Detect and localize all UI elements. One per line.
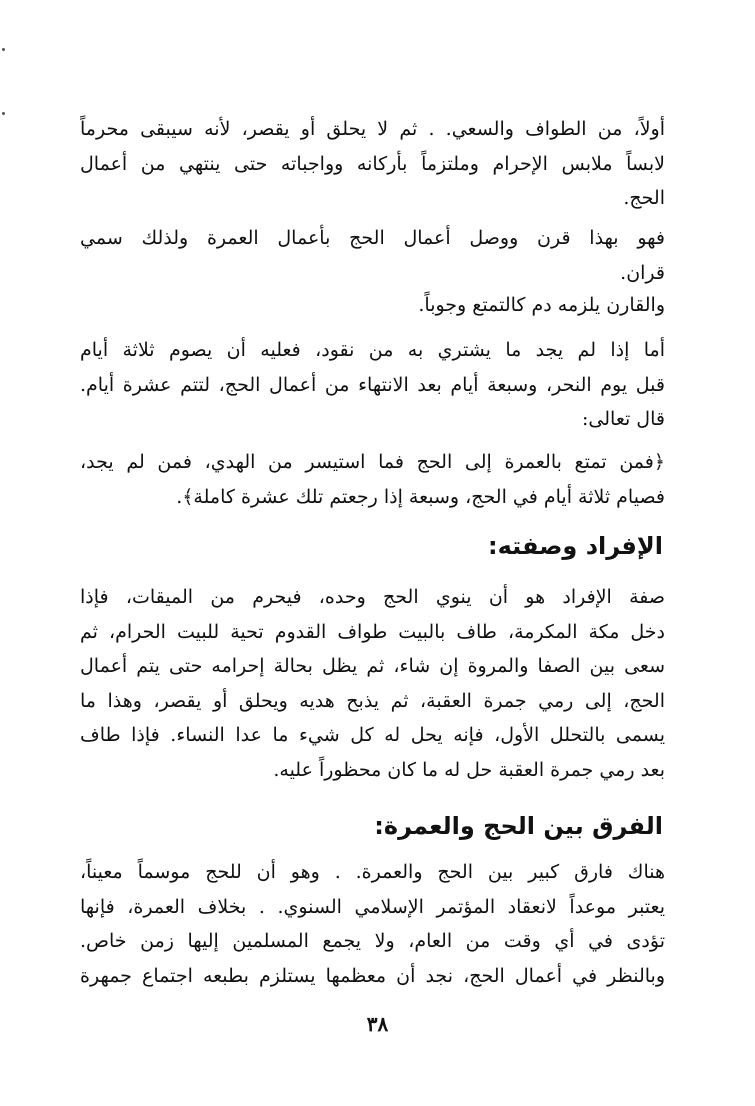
paragraph-1 [80,112,665,216]
text-line: الحج. [623,187,665,209]
text-line: دخل مكة المكرمة، طاف بالبيت طواف القدوم تحية للبيت الحرام، ثم [80,620,665,643]
page-number: ٣٨ [366,1012,389,1036]
text-line: وبالنظر في أعمال الحج، نجد أن معظمها يستلزم بطبعه اجتماع جمهرة [80,964,665,987]
paragraph-4 [80,333,665,437]
text-line: لابساً ملابس الإحرام وملتزماً بأركانه وواجباته حتى ينتهي من أعمال [80,152,665,175]
text-line: الحج، إلى رمي جمرة العقبة، ثم يذبح هديه ويحلق أو يقصر، وهذا ما [80,689,665,712]
scan-mark [2,48,5,51]
text-line: فهو بهذا قرن ووصل أعمال الحج بأعمال العمرة ولذلك سمي [80,227,665,249]
text-line: صفة الإفراد هو أن ينوي الحج وحده، فيحرم من الميقات، فإذا [80,586,665,608]
section-body-ifrad [80,580,665,787]
text-line: أولاً، من الطواف والسعي. . ثم لا يحلق أو يقصر، لأنه سيبقى محرماً [80,118,665,140]
text-line: هناك فارق كبير بين الحج والعمرة. . وهو أن للحج موسماً معيناً، [80,861,665,883]
text-line: أما إذا لم يجد ما يشتري به من نقود، فعليه أن يصوم ثلاثة أيام [80,339,665,361]
section-heading-farq: الفرق بين الحج والعمرة: [374,812,663,840]
text-line: قال تعالى: [582,408,665,430]
text-line: والقارن يلزمه دم كالتمتع وجوباً. [418,294,665,316]
paragraph-3 [80,288,665,323]
scan-mark [2,112,5,115]
text-line: فصيام ثلاثة أيام في الحج، وسبعة إذا رجعتم تلك عشرة كاملة﴾. [176,485,665,508]
text-line: قبل يوم النحر، وسبعة أيام بعد الانتهاء من أعمال الحج، لتتم عشرة أيام. [80,373,665,396]
text-line: يعتبر موعداً لانعقاد المؤتمر الإسلامي السنوي. . بخلاف العمرة، فإنها [80,895,665,918]
text-line: تؤدى في أي وقت من العام، ولا يجمع المسلمين إليها زمن خاص. [80,930,665,952]
section-body-farq [80,855,665,993]
text-line: بعد رمي جمرة العقبة حل له ما كان محظوراً عليه. [273,758,665,781]
text-line: قران. [620,261,665,284]
text-line: ﴿فمن تمتع بالعمرة إلى الحج فما استيسر من الهدي، فمن لم يجد، [80,451,665,473]
quran-verse [80,445,665,514]
paragraph-2 [80,221,665,290]
text-line: يسمى بالتحلل الأول، فإنه يحل له كل شيء ما عدا النساء. فإذا طاف [80,724,665,746]
section-heading-ifrad: الإفراد وصفته: [488,532,663,560]
text-line: سعى بين الصفا والمروة إن شاء، ثم يظل بحالة إحرامه حتى يتم أعمال [80,655,665,677]
